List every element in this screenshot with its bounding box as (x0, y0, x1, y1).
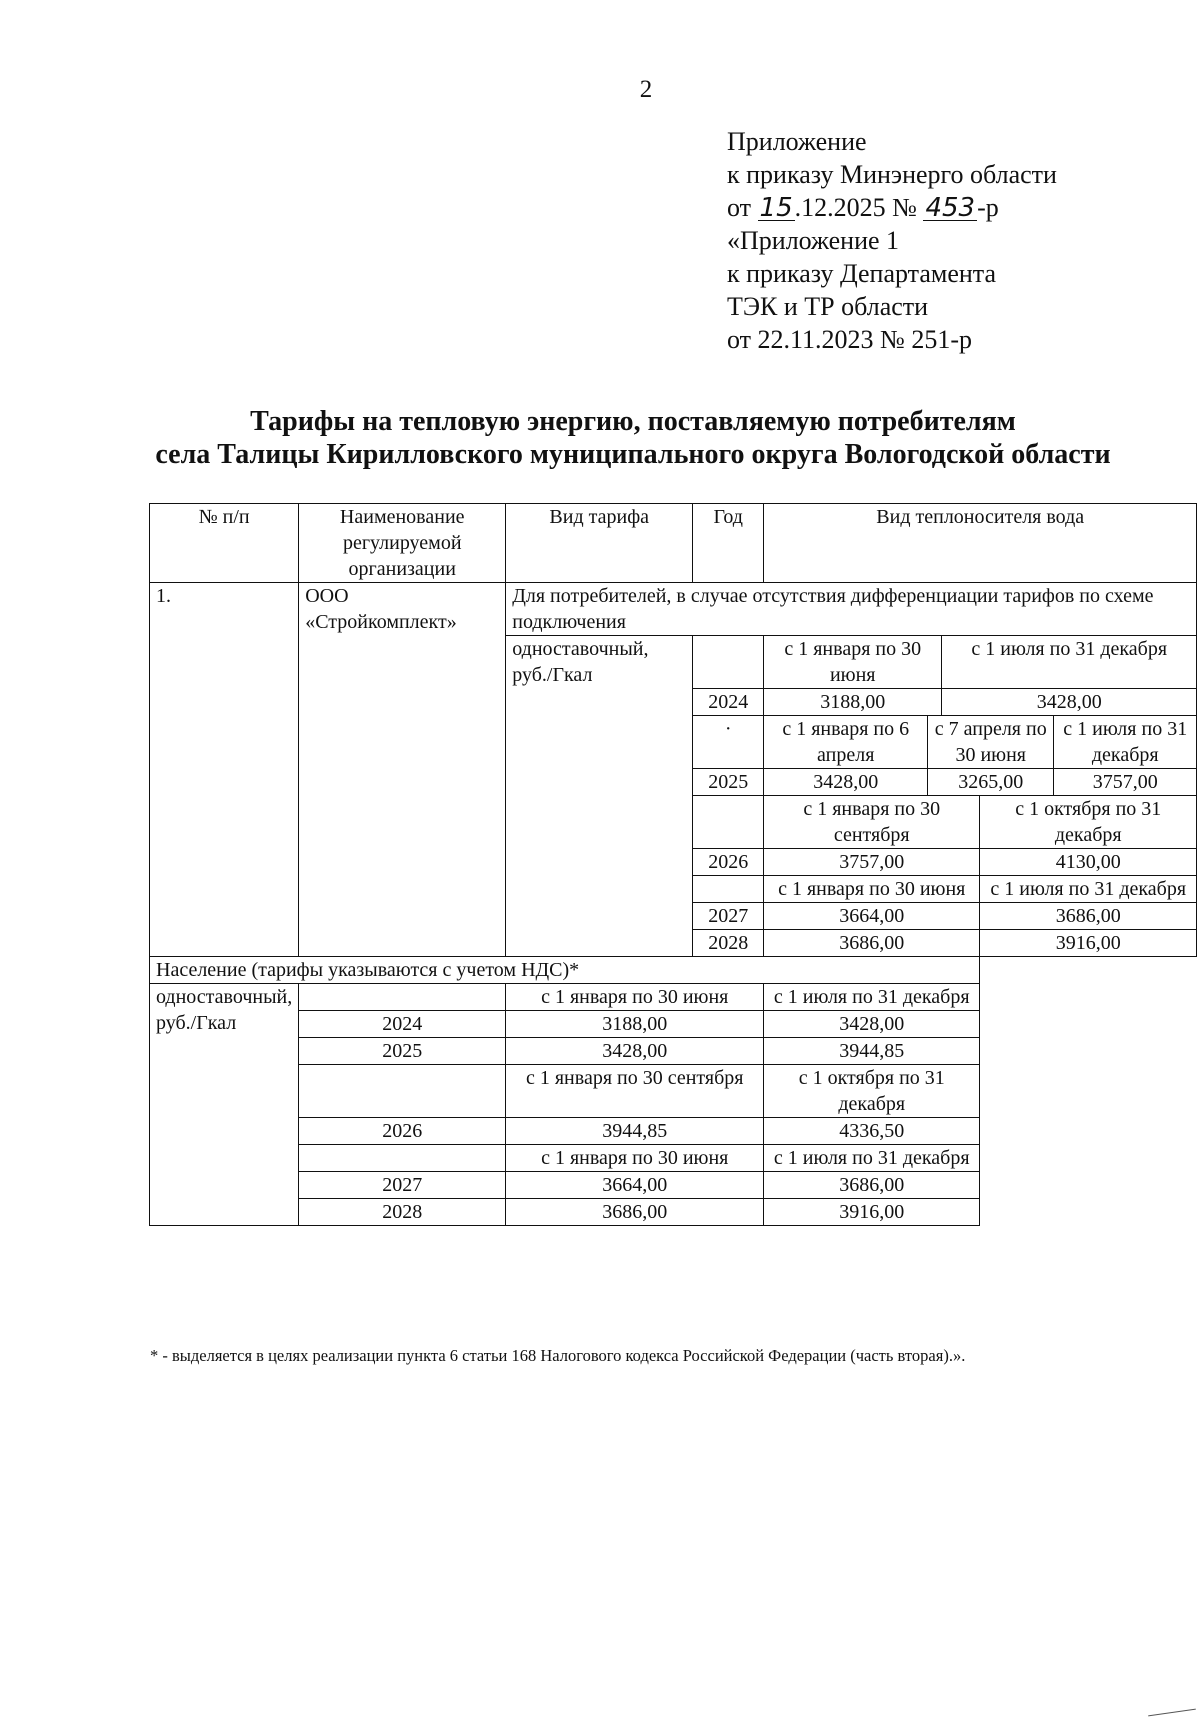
year-cell (299, 1145, 506, 1172)
value-cell: 3428,00 (506, 1038, 764, 1065)
value-cell: 4336,50 (764, 1118, 980, 1145)
table-row (150, 1172, 1197, 1199)
annex-line: «Приложение 1 (727, 226, 900, 255)
annex-line: к приказу Минэнерго области (727, 160, 1057, 189)
footnote: * - выделяется в целях реализации пункта 6 статьи 168 Налогового кодекса Российской Федерации (часть вторая).». (150, 1346, 966, 1365)
table-row (150, 1065, 1197, 1118)
table-row (150, 1118, 1197, 1145)
value-cell: 3188,00 (506, 1011, 764, 1038)
annex-line: от 22.11.2023 № 251-р (727, 325, 973, 354)
section-label: Для потребителей, в случае отсутствия дифференциации тарифов по схеме подключения (506, 583, 1197, 636)
period-cell: с 1 июля по 31 декабря (942, 636, 1197, 689)
scan-edge-mark (1148, 1709, 1196, 1717)
annex-header (727, 125, 1057, 356)
value-cell: 3686,00 (764, 930, 980, 957)
year-cell: 2027 (299, 1172, 506, 1199)
tariff-table (149, 503, 1197, 1226)
value-cell: 3757,00 (1054, 769, 1197, 796)
annex-line: ТЭК и ТР области (727, 292, 929, 321)
period-cell: с 1 января по 6 апреля (764, 716, 928, 769)
value-cell: 3428,00 (764, 769, 928, 796)
value-cell: 3428,00 (942, 689, 1197, 716)
year-cell: · (693, 716, 764, 769)
header-year: Год (693, 504, 764, 583)
period-cell: с 1 января по 30 сентября (764, 796, 980, 849)
value-cell: 4130,00 (980, 849, 1197, 876)
year-cell (693, 876, 764, 903)
header-org: Наименование регулируемой организации (299, 504, 506, 583)
period-cell: с 1 января по 30 июня (506, 1145, 764, 1172)
value-cell: 3428,00 (764, 1011, 980, 1038)
annex-line: к приказу Департамента (727, 259, 997, 288)
year-cell: 2026 (693, 849, 764, 876)
value-cell: 3757,00 (764, 849, 980, 876)
period-cell: с 1 июля по 31 декабря (980, 876, 1197, 903)
table-row (150, 957, 1197, 984)
value-cell: 3944,85 (506, 1118, 764, 1145)
period-cell: с 1 января по 30 сентября (506, 1065, 764, 1118)
year-cell: 2028 (299, 1199, 506, 1226)
period-cell: с 1 октября по 31 декабря (764, 1065, 980, 1118)
year-cell: 2024 (299, 1011, 506, 1038)
annex-order-line: от 15.12.2025 № 453-р (727, 193, 999, 223)
table-row (150, 1199, 1197, 1226)
period-cell: с 7 апреля по 30 июня (928, 716, 1054, 769)
annex-line: Приложение (727, 127, 867, 156)
year-cell: 2024 (693, 689, 764, 716)
table-row (150, 1145, 1197, 1172)
header-num: № п/п (150, 504, 299, 583)
value-cell: 3686,00 (506, 1199, 764, 1226)
period-cell: с 1 октября по 31 декабря (980, 796, 1197, 849)
header-kind: Вид тарифа (506, 504, 693, 583)
period-cell: с 1 июля по 31 декабря (764, 1145, 980, 1172)
period-cell: с 1 января по 30 июня (764, 636, 942, 689)
value-cell: 3916,00 (980, 930, 1197, 957)
value-cell: 3916,00 (764, 1199, 980, 1226)
year-cell: 2025 (299, 1038, 506, 1065)
value-cell: 3265,00 (928, 769, 1054, 796)
period-cell: с 1 июля по 31 декабря (764, 984, 980, 1011)
period-cell: с 1 января по 30 июня (764, 876, 980, 903)
page-number: 2 (639, 76, 653, 103)
title-line: Тарифы на тепловую энергию, поставляемую потребителям (250, 406, 1016, 437)
table-header-row (150, 504, 1197, 583)
year-cell (693, 796, 764, 849)
table-row (150, 583, 1197, 636)
year-cell (299, 1065, 506, 1118)
year-cell: 2025 (693, 769, 764, 796)
value-cell: 3664,00 (764, 903, 980, 930)
value-cell: 3664,00 (506, 1172, 764, 1199)
tariff-table-wrap (149, 503, 1197, 1226)
tariff-kind: одноставочный, руб./Гкал (506, 636, 693, 957)
value-cell: 3686,00 (980, 903, 1197, 930)
year-cell (299, 984, 506, 1011)
value-cell: 3188,00 (764, 689, 942, 716)
org-name: ООО «Стройкомплект» (299, 583, 506, 957)
row-number: 1. (150, 583, 299, 957)
header-carrier: Вид теплоносителя вода (764, 504, 1197, 583)
year-cell: 2027 (693, 903, 764, 930)
year-cell: 2028 (693, 930, 764, 957)
period-cell: с 1 июля по 31 декабря (1054, 716, 1197, 769)
document-title (110, 405, 1156, 471)
year-cell (693, 636, 764, 689)
section-label: Население (тарифы указываются с учетом НДС)* (150, 957, 980, 984)
period-cell: с 1 января по 30 июня (506, 984, 764, 1011)
tariff-kind: одноставочный, руб./Гкал (150, 984, 299, 1226)
table-row (150, 984, 1197, 1011)
value-cell: 3944,85 (764, 1038, 980, 1065)
table-row (150, 1038, 1197, 1065)
title-line: села Талицы Кирилловского муниципального округа Вологодской области (155, 439, 1111, 470)
handwritten-number: 453 (925, 193, 976, 223)
handwritten-day: 15 (759, 193, 793, 223)
value-cell: 3686,00 (764, 1172, 980, 1199)
year-cell: 2026 (299, 1118, 506, 1145)
table-row (150, 1011, 1197, 1038)
